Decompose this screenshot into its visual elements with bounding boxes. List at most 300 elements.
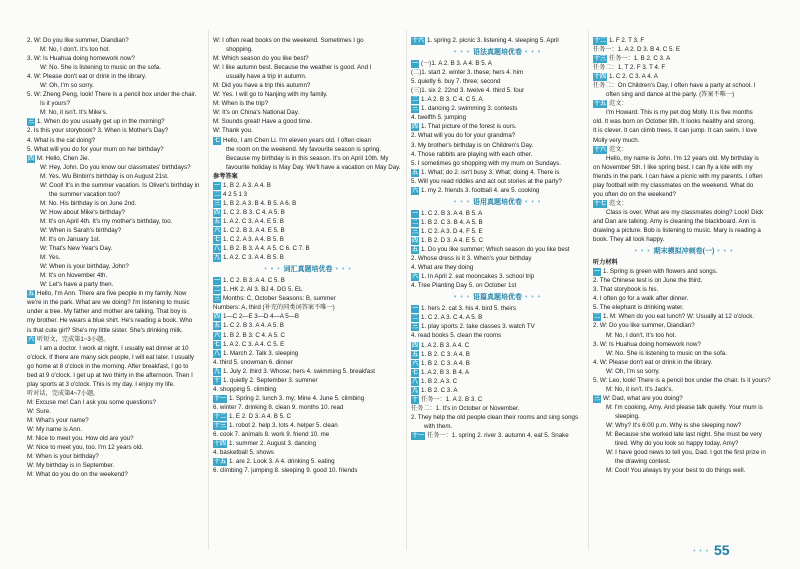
question-number-badge: 六	[214, 332, 221, 339]
answer-text: 任务一：1. A 2. D 3. B 4. C 5. E	[593, 46, 680, 54]
answer-line	[213, 394, 403, 403]
answer-line	[411, 95, 584, 104]
question-number-badge: 五	[214, 323, 221, 330]
answer-line	[27, 226, 205, 235]
answer-text: 1. M: When do you eat lunch? W: Usually at 12 o'clock.	[603, 313, 755, 321]
answer-line	[27, 416, 205, 425]
answer-text: 1. dancing 2. swimming 3. contests	[421, 105, 518, 113]
answer-text: (三)1. six 2. 22nd 3. twelve 4. third 5. four	[411, 87, 525, 95]
answer-text: 1. HK 2. AI 3. BJ 4. DG 5. EL	[223, 286, 303, 294]
answer-text: 5. quietly 6. buy 7. three; second	[411, 78, 501, 86]
question-number-badge: 八	[214, 246, 221, 253]
answer-line	[411, 68, 584, 77]
question-number-badge: 十七	[594, 200, 607, 207]
section-title: 词汇真题培优卷	[283, 266, 333, 274]
answer-text: 4. What is the cat doing?	[27, 136, 96, 144]
answer-line	[411, 104, 584, 113]
question-number-badge: 十一	[412, 432, 425, 439]
question-number-badge: 一	[412, 61, 419, 68]
answer-line	[593, 99, 775, 108]
answer-text: 1. A 2. B 3. C 4. C 5. A	[421, 96, 483, 104]
answer-text: 1. summer 2. August 3. dancing	[229, 440, 317, 448]
answer-line	[411, 177, 584, 186]
answer-line	[411, 209, 584, 218]
answer-text: M: Because she worked late last night. She must be very	[606, 431, 762, 439]
answer-text: 参考答案	[213, 172, 238, 180]
answer-line	[411, 141, 584, 150]
answer-line	[213, 331, 403, 340]
answer-text: 6. winter 7. drinking 8. clean 9. months 10. read	[213, 403, 344, 411]
question-number-badge: 三	[412, 106, 419, 113]
question-number-badge: 二	[594, 314, 601, 321]
answer-text: W: Let's have a party then.	[40, 281, 114, 289]
question-number-badge: 九	[214, 368, 221, 375]
answer-text: 4 2 5 1 3	[223, 190, 248, 198]
answer-text: M: I'm cooking, Amy. And please talk quietly. Your mum is	[606, 403, 763, 411]
question-number-badge: 九	[214, 255, 221, 262]
answer-line	[593, 303, 775, 312]
answer-text: 2. W: Do you like summer, Diandian?	[593, 322, 695, 330]
answer-text: 1. B 2. C 3. B 4. A 5. B	[421, 218, 483, 226]
answer-line	[213, 403, 403, 412]
answer-text: M: Yes. Wu Binbin's birthday is on August 21st.	[40, 172, 169, 180]
answer-text: M: When is your birthday?	[27, 453, 99, 461]
answer-text: favourite holiday is May Day. We'll have a vacation on May Day.	[226, 163, 401, 171]
answer-text: 任务二：1. It's in October or November.	[411, 404, 520, 412]
answer-line	[27, 380, 205, 389]
answer-line	[593, 90, 775, 99]
answer-text: 1. When do you usually get up in the morning?	[37, 118, 165, 126]
answer-line	[213, 244, 403, 253]
answer-text: 2. Whose dress is it 3. When's your birthday	[411, 255, 532, 263]
answer-text: M: What do you do on the weekend?	[27, 471, 128, 479]
answer-line	[593, 294, 775, 303]
answer-line	[213, 412, 403, 421]
answer-line	[411, 218, 584, 227]
answer-text: 1. C 2. B 3. A 4. B 5. A	[421, 209, 483, 217]
answer-line	[213, 45, 403, 54]
answer-line	[213, 190, 403, 199]
answer-text: 听对话，完成第4~7小题。	[27, 389, 100, 397]
question-number-badge: 五	[412, 247, 419, 254]
answer-text: 4. What are they doing	[411, 264, 474, 272]
answer-line	[593, 235, 775, 244]
answer-line	[213, 340, 403, 349]
answer-line	[213, 154, 403, 163]
answer-line	[27, 389, 205, 398]
answer-line	[27, 199, 205, 208]
answer-line	[593, 154, 775, 163]
answer-text: M: Hello, Chen Jie.	[37, 154, 90, 162]
question-number-badge: 十一	[214, 395, 227, 402]
answer-line	[213, 181, 403, 190]
answer-text: 1. C 2. B 3. A 4. A 5. B	[223, 322, 284, 330]
answer-line	[411, 331, 584, 340]
answer-text: 1. B 2. C 3. A 4. B	[421, 359, 470, 367]
answer-line	[27, 244, 205, 253]
answer-text: 4. W: Please don't eat or drink in the library.	[593, 358, 713, 366]
answer-line	[411, 359, 584, 368]
question-number-badge: 三	[594, 395, 601, 402]
answer-text: 1. A 2. C 3. A 4. C 5. E	[223, 340, 285, 348]
question-number-badge: 五	[412, 351, 419, 358]
answer-line	[593, 412, 775, 421]
answer-line	[213, 126, 403, 135]
answer-line	[593, 81, 775, 90]
answer-line	[213, 208, 403, 217]
answer-text: 1. my 2. friends 3. football 4. are 5. cooking	[421, 186, 540, 194]
question-number-badge: 八	[214, 350, 221, 357]
answer-line	[27, 362, 205, 371]
answer-line	[411, 77, 584, 86]
section-title: 语篇真题培优卷	[473, 294, 522, 302]
answer-text: 4. W: Please don't eat or drink in the library.	[27, 73, 147, 81]
answer-line	[27, 452, 205, 461]
answer-line	[213, 303, 403, 312]
answer-line	[593, 403, 775, 412]
answer-text: M: It's on January 1st.	[40, 236, 101, 244]
answer-line	[213, 430, 403, 439]
answer-line	[27, 307, 205, 316]
answer-text: and Dan are talking. Amy is cleaning the blackboard. Ann is	[593, 217, 756, 225]
answer-text: 1. C 2. B 3. A 4. E 5. B	[223, 226, 285, 234]
answer-text: W: When is your birthday, John?	[40, 263, 129, 271]
answer-line	[593, 466, 775, 475]
section-heading: • • • 语法真题培优卷 • • •	[453, 49, 542, 57]
answer-line	[593, 331, 775, 340]
answer-line	[213, 276, 403, 285]
column-divider	[208, 30, 209, 550]
answer-text: W: Sure.	[27, 407, 51, 415]
answer-text: 1. B 2. A 3. B 4. B 5. A 6. B	[223, 199, 297, 207]
answer-text: 5. W: Zheng Peng, look! There is a pencil box under the chair.	[27, 91, 197, 99]
question-number-badge: 六	[412, 187, 419, 194]
answer-line	[411, 131, 584, 140]
answer-text: the summer vacation too?	[49, 190, 121, 198]
answer-text: Months: C, October Seasons: B, summer	[223, 295, 336, 303]
answer-text: W: No. She is listening to music on the sofa.	[606, 349, 727, 357]
answer-text: play sports at 3 o'clock. This is my day. I enjoy my life.	[27, 380, 175, 388]
answer-text: with them.	[424, 422, 453, 430]
answer-text: It is clever. It can climb trees. It can jump. It can swim. I love	[593, 127, 758, 135]
answer-line	[213, 294, 403, 303]
answer-line	[411, 254, 584, 263]
question-number-badge: 三	[214, 200, 221, 207]
answer-line	[593, 321, 775, 330]
question-number-badge: 五	[214, 218, 221, 225]
answer-text: 1. C 2. A 3. A 4. B 5. B	[223, 236, 284, 244]
answer-text: 1—C 2—E 3—D 4—A 5—B	[223, 313, 300, 321]
answer-line	[213, 99, 403, 108]
answer-line	[593, 285, 775, 294]
answer-text: W: I like autumn best. Because the weather is good. And I	[213, 64, 372, 72]
answer-text: M: It's on November 4th.	[40, 272, 108, 280]
answer-line	[27, 72, 205, 81]
section-heading: • • • 语用真题培优卷 • • •	[453, 198, 542, 206]
answer-line	[213, 108, 403, 117]
answer-line	[593, 36, 775, 45]
answer-text: 2. Is this your storybook? 3. When is Mother's Day?	[27, 127, 169, 135]
answer-line	[27, 136, 205, 145]
column-4	[593, 36, 775, 475]
answer-line	[411, 150, 584, 159]
answer-text: M: Cool! You always try your best to do things well.	[606, 467, 746, 475]
answer-line	[27, 154, 205, 163]
answer-line	[213, 36, 403, 45]
answer-text: W: Yes. I will go to Nanjing with my family.	[213, 91, 328, 99]
answer-text: 听短文，完成第1~3小题。	[37, 335, 110, 343]
answer-text: bed at 9 o'clock. I get up at two thirty in the afternoon. Then I	[27, 371, 193, 379]
answer-line	[213, 448, 403, 457]
answer-text: 1. spring 2. picnic 3. listening 4. sleeping 5. April	[427, 37, 559, 44]
answer-text: W: Dad, what are you doing?	[603, 394, 683, 402]
answer-text: M: Sounds great! Have a good time.	[213, 118, 313, 126]
answer-text: 4. Those rabbits are playing with each other.	[411, 150, 533, 158]
answer-line	[27, 117, 205, 126]
answer-line	[593, 385, 775, 394]
answer-text: W: My name is Ann.	[27, 426, 82, 434]
answer-line	[411, 272, 584, 281]
answer-line	[27, 126, 205, 135]
answer-text: 任务二：1. T 2. F 3. T 4. F	[593, 64, 666, 72]
answer-line	[27, 54, 205, 63]
answer-line	[593, 145, 775, 154]
answer-line	[213, 172, 403, 181]
question-number-badge: 六	[412, 274, 419, 281]
answer-line	[593, 72, 775, 81]
answer-text: (二)1. start 2. winter 3. these; hers 4. him	[411, 69, 524, 77]
question-number-badge: 二	[412, 219, 419, 226]
answer-text: M: Excuse me! Can I ask you some questions?	[27, 398, 156, 406]
answer-line	[411, 368, 584, 377]
answer-text: under a tree. My father and mother are talking. That boy is	[27, 308, 187, 316]
answer-line	[411, 413, 584, 422]
answer-text: 4. basketball 5. shows	[213, 449, 274, 457]
question-number-badge: 九	[412, 387, 419, 394]
answer-text: book. They all look happy.	[593, 236, 665, 244]
answer-line	[593, 181, 775, 190]
answer-line	[213, 439, 403, 448]
answer-text: 1. F 2. T 3. F	[609, 37, 645, 44]
question-number-badge: 一	[214, 182, 221, 189]
answer-line	[27, 217, 205, 226]
answer-line	[593, 448, 775, 457]
answer-line	[213, 235, 403, 244]
answer-text: 4. read books 5. clean the rooms	[411, 332, 502, 340]
question-number-badge: 十四	[594, 74, 607, 81]
answer-line	[593, 349, 775, 358]
question-number-badge: 三	[412, 324, 419, 331]
answer-line	[411, 236, 584, 245]
answer-line	[593, 394, 775, 403]
answer-text: 范文：	[609, 100, 628, 108]
answer-line	[593, 54, 775, 63]
answer-line	[411, 168, 584, 177]
answer-text: 听力材料	[593, 259, 618, 267]
answer-line	[213, 54, 403, 63]
section-title: 语用真题培优卷	[473, 198, 522, 206]
question-number-badge: 四	[412, 342, 419, 349]
answer-text: you often do on the weekend?	[593, 190, 676, 198]
answer-text: 4. twelfth 5. jumping	[411, 114, 467, 122]
answer-line	[213, 217, 403, 226]
answer-line	[213, 90, 403, 99]
question-number-badge: 三	[28, 119, 35, 126]
answer-text: 1. C 2. B 3. C 4. A 5. B	[223, 208, 285, 216]
answer-text: 1. B 2. D 3. A 4. E 5. C	[421, 236, 483, 244]
answer-line	[411, 263, 584, 272]
answer-text: M: Which season do you like best?	[213, 55, 309, 63]
answer-text: 范文：	[609, 145, 628, 153]
answer-line	[27, 326, 205, 335]
answer-line	[27, 335, 205, 344]
answer-line	[213, 117, 403, 126]
answer-line	[27, 45, 205, 54]
answer-line	[213, 253, 403, 262]
answer-line	[593, 108, 775, 117]
answer-text: 2. The Chinese test is on June the third.	[593, 277, 703, 285]
column-divider	[588, 30, 589, 550]
answer-text: M: Did you have a trip this autumn?	[213, 82, 311, 90]
answer-text: 5. Will you read riddles and act out stories at the party?	[411, 177, 562, 185]
answer-line	[593, 276, 775, 285]
answer-line	[593, 367, 775, 376]
answer-line	[27, 289, 205, 298]
question-number-badge: 一	[594, 269, 601, 276]
answer-line	[213, 376, 403, 385]
answer-line	[213, 81, 403, 90]
question-number-badge: 六	[214, 227, 221, 234]
answer-line	[27, 172, 205, 181]
answer-line	[213, 199, 403, 208]
answer-line	[411, 86, 584, 95]
answer-text: o'clock. If there are many sick people, I will eat later. I usually	[27, 353, 194, 361]
column-divider	[406, 30, 407, 550]
answer-text: 1. B 2. B 3. C 4. A 5. C	[223, 331, 285, 339]
answer-line	[593, 136, 775, 145]
answer-line	[213, 163, 403, 172]
column-1	[27, 36, 205, 479]
answer-text: 1. A 2. B 3. B 4. A	[421, 368, 470, 376]
answer-text: 1. B 2. A 3. C	[421, 377, 458, 385]
question-number-badge: 四	[214, 314, 221, 321]
answer-text: 1. C 2. A 3. D 4. F 5. E	[421, 227, 483, 235]
answer-text: 4. Tree Planting Day 5. on October 1st	[411, 282, 517, 290]
answer-line	[593, 63, 775, 72]
answer-line	[27, 36, 205, 45]
answer-line	[593, 172, 775, 181]
answer-line	[213, 457, 403, 466]
answer-text: 1. E 2. D 3. A 4. B 5. C	[229, 412, 291, 420]
answer-line	[411, 350, 584, 359]
answer-text: 5. I sometimes go shopping with my mum on Sundays.	[411, 159, 561, 167]
answer-text: 1. play sports 2. take classes 3. watch TV	[421, 323, 535, 331]
answer-text: 1. C 2. B 3. A 4. C 5. B	[223, 277, 285, 285]
answer-line	[593, 190, 775, 199]
question-number-badge: 十四	[214, 441, 227, 448]
answer-text: 3. W: Is Huahua doing homework now?	[27, 55, 135, 63]
question-number-badge: 一	[412, 306, 419, 313]
question-number-badge: 十三	[594, 56, 607, 63]
answer-line	[593, 217, 775, 226]
answer-text: 2. What will you do for your grandma?	[411, 132, 516, 140]
question-number-badge: 十五	[594, 101, 607, 108]
answer-line	[27, 425, 205, 434]
section-heading: • • • 语篇真题培优卷 • • •	[453, 294, 542, 302]
answer-text: tired. Why do you look so happy today, Amy?	[615, 440, 739, 448]
answer-text: my brother. He wears a blue shirt. He's reading a book. Who	[27, 317, 193, 325]
answer-text: 1. Spring is green with flowers and songs.	[603, 268, 718, 276]
answer-text: 1. robot 2. help 3. lots 4. helper 5. clean	[229, 421, 338, 429]
answer-line	[593, 267, 775, 276]
answer-text: I am a doctor. I work at night. I usually eat dinner at 10	[40, 344, 189, 352]
answer-line	[27, 271, 205, 280]
answer-line	[27, 99, 205, 108]
answer-text: shopping.	[226, 46, 253, 54]
answer-text: W: My birthday is in September.	[27, 462, 115, 470]
answer-text: 1. In April 2. eat mooncakes 3. school trip	[421, 273, 535, 281]
answer-text: play football with my classmates on the weekend. What do	[593, 181, 754, 189]
section-heading: • • • 期末模拟冲刺卷(一) • • •	[634, 248, 734, 256]
answer-text: Molly very much.	[593, 136, 640, 144]
question-number-badge: 二	[214, 287, 221, 294]
answer-text: W: Nice to meet you, too. I'm 12 years old.	[27, 444, 144, 452]
answer-text: 任务一：1. spring 2. river 3. autumn 4. eat 5. Snake	[427, 431, 569, 439]
answer-line	[411, 59, 584, 68]
answer-line	[411, 159, 584, 168]
answer-line	[213, 358, 403, 367]
question-number-badge: 五	[412, 169, 419, 176]
answer-line	[411, 113, 584, 122]
answer-line	[411, 341, 584, 350]
answer-text: W: Why? It's 6:00 p.m. Why is she sleeping now?	[606, 421, 742, 429]
answer-line	[593, 226, 775, 235]
question-number-badge: 一	[214, 278, 221, 285]
question-number-badge: 十三	[214, 422, 227, 429]
answer-line	[213, 385, 403, 394]
answer-line	[593, 199, 775, 208]
answer-line	[593, 117, 775, 126]
answer-line	[411, 36, 584, 45]
answer-line	[213, 466, 403, 475]
answer-line	[411, 377, 584, 386]
answer-line	[27, 81, 205, 90]
answer-line	[27, 235, 205, 244]
answer-text: on November 5th. I like spring best. I can fly a kite with my	[593, 163, 753, 171]
answer-text: friends in the park. I can have a picnic with my parents. I often	[593, 172, 763, 180]
answer-text: M: No, I don't. It's too hot.	[40, 46, 111, 54]
answer-text: the drawing contest.	[615, 458, 671, 466]
answer-text: 1. Do you like summer; Which season do you like best	[421, 246, 570, 254]
answer-text: 任务二：On Children's Day, I often have a party at school. I	[593, 82, 756, 90]
answer-text: M: No, it isn't. It's Jack's.	[606, 385, 674, 393]
answer-line	[27, 371, 205, 380]
answer-text: M: What's your name?	[27, 416, 89, 424]
answer-text: W: Hey, John. Do you know our classmates' birthdays?	[40, 163, 191, 171]
answer-line	[411, 186, 584, 195]
answer-line	[27, 316, 205, 325]
answer-line	[213, 226, 403, 235]
answer-text: W: How about Mike's birthday?	[40, 208, 125, 216]
answer-line	[27, 181, 205, 190]
question-number-badge: 六	[412, 360, 419, 367]
answer-text: 5. W: Leo, look! There is a pencil box under the chair. Is it yours?	[593, 376, 771, 384]
answer-line	[411, 322, 584, 331]
answer-text: 1. A 2. B 3. A 4. C	[421, 341, 470, 349]
answer-line	[27, 298, 205, 307]
section-heading: • • • 词汇真题培优卷 • • •	[264, 266, 352, 274]
answer-line	[27, 353, 205, 362]
